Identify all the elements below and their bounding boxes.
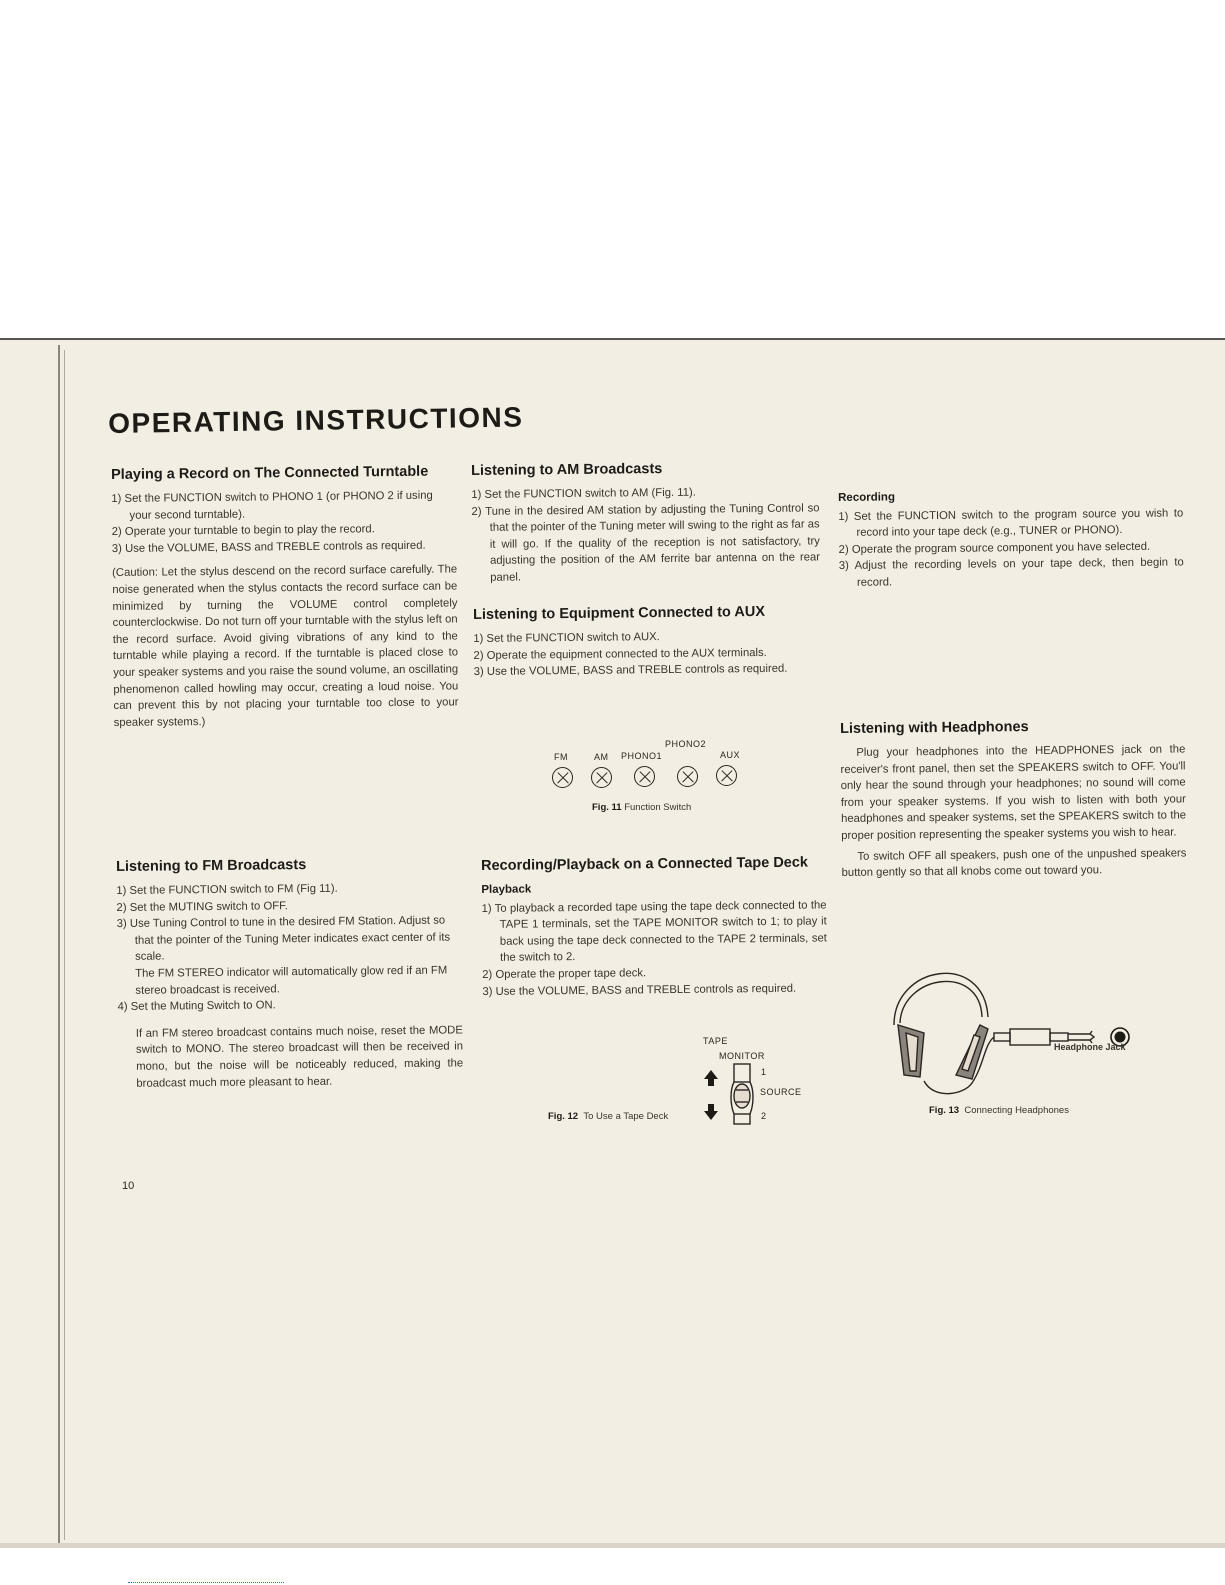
arrow-down-icon xyxy=(704,1104,718,1120)
knob-phono1 xyxy=(634,766,655,787)
headphone-jack-label: Headphone Jack xyxy=(1054,1042,1126,1052)
step: 1) To playback a recorded tape using the tape deck connected to the TAPE 1 terminals, set the TAPE MONITOR switch to 1; to play it back using the tape deck connected to the TAPE 2 terminals, set the switch to 2. xyxy=(481,898,827,965)
fig13-caption xyxy=(929,1105,1069,1116)
page-edge-inner xyxy=(64,350,65,1540)
label-source: SOURCE xyxy=(760,1087,802,1097)
fig12-caption xyxy=(548,1111,668,1122)
knob-phono2 xyxy=(677,766,698,787)
step: 2) Set the MUTING switch to OFF. xyxy=(116,899,288,914)
section-heading: Playing a Record on The Connected Turntable xyxy=(111,463,429,483)
fig12-number: Fig. 12 xyxy=(548,1111,579,1122)
steps-list xyxy=(471,483,820,586)
fig11-caption-text: Function Switch xyxy=(624,802,692,813)
fig12-caption-text: To Use a Tape Deck xyxy=(583,1111,669,1122)
section-tape xyxy=(481,853,827,1000)
step: 1) Set the FUNCTION switch to FM (Fig 11). xyxy=(116,882,338,897)
knob-fm xyxy=(552,767,573,788)
section-heading: Listening with Headphones xyxy=(840,719,1029,737)
label-am: AM xyxy=(594,752,609,762)
fig11-number: Fig. 11 xyxy=(592,802,622,813)
page-bottom-edge xyxy=(0,1543,1225,1548)
section-heading: Recording/Playback on a Connected Tape Deck xyxy=(481,854,809,874)
headphones-drawing xyxy=(884,955,1154,1105)
section-heading: Listening to FM Broadcasts xyxy=(116,857,307,875)
step: 2) Operate your turntable to begin to play the record. xyxy=(111,523,375,539)
step: 1) Set the FUNCTION switch to AUX. xyxy=(473,631,660,645)
step-note: The FM STEREO indicator will automatically glow red if an FM stereo broadcast is received. xyxy=(135,964,448,997)
step: 2) Operate the program source component you have selected. xyxy=(838,540,1151,556)
label-position-2: 2 xyxy=(761,1111,767,1121)
steps-list xyxy=(111,487,457,557)
steps-list xyxy=(838,505,1184,592)
tape-switch-drawing xyxy=(700,1060,760,1130)
steps-list xyxy=(481,897,827,1000)
knob-aux xyxy=(716,765,737,786)
step: 1) Set the FUNCTION switch to the program source you wish to record into your tape deck (e.g., TUNER or PHONO). xyxy=(838,506,1184,539)
label-fm: FM xyxy=(554,752,568,762)
label-tape: TAPE xyxy=(703,1036,728,1046)
section-heading: Listening to Equipment Connected to AUX xyxy=(473,603,766,623)
label-phono2: PHONO2 xyxy=(665,739,707,749)
step: 1) Set the FUNCTION switch to AM (Fig. 11). xyxy=(471,486,696,501)
page-number: 10 xyxy=(122,1180,135,1192)
step: 3) Use the VOLUME, BASS and TREBLE controls as required. xyxy=(482,982,797,998)
fig13-caption-text: Connecting Headphones xyxy=(964,1105,1069,1116)
scan-artifact-line xyxy=(128,1582,284,1583)
step: 3) Use the VOLUME, BASS and TREBLE controls as required. xyxy=(111,539,426,555)
section-turntable xyxy=(111,462,459,731)
label-aux: AUX xyxy=(720,750,741,760)
section-fm xyxy=(116,854,463,1092)
fig13-number: Fig. 13 xyxy=(929,1105,960,1116)
label-position-1: 1 xyxy=(761,1067,767,1077)
page-edge xyxy=(58,345,60,1545)
section-headphones xyxy=(840,716,1187,881)
section-am xyxy=(471,458,820,586)
page-title: OPERATING INSTRUCTIONS xyxy=(108,401,524,439)
section-aux xyxy=(473,602,820,680)
step: 4) Set the Muting Switch to ON. xyxy=(117,999,276,1014)
label-monitor: MONITOR xyxy=(719,1051,765,1061)
steps-list xyxy=(473,627,820,680)
section-recording xyxy=(838,486,1184,591)
step: 2) Operate the proper tape deck. xyxy=(482,967,647,981)
steps-list xyxy=(116,879,462,1015)
headphones-paragraph: Plug your headphones into the HEADPHONES jack on the receiver's front panel, then set the SPEAKERS switch to OFF. You'll only hear the sound through your headphones; no sound will come from your speaker systems. If you wish to listen with both your headphones and speaker systems, set the SPEAKERS switch to the proper position representing the speaker systems you wish to hear. xyxy=(840,743,1187,842)
section-subheading: Playback xyxy=(481,883,532,896)
fig11-caption xyxy=(592,802,691,813)
caution-text: (Caution: Let the stylus descend on the record surface carefully. The noise generated when the stylus contacts the record surface can be minimized by turning the VOLUME control completely counterclockwise. Do not turn off your turntable with the stylus left on the record surface. Avoid giving vibrations of any kind to the turntable while playing a record. If the turntable is placed close to your speaker systems and you raise the sound volume, an oscillating phenomenon called howling may occur, creating a loud noise. You can prevent this by not placing your turntable too close to your speaker systems.) xyxy=(112,563,459,729)
section-heading: Listening to AM Broadcasts xyxy=(471,460,663,479)
headphones-paragraph: To switch OFF all speakers, push one of the unpushed speakers button gently so that all knobs come out toward you. xyxy=(841,846,1187,880)
knob-am xyxy=(591,767,612,788)
headphone-jack-icon xyxy=(1115,1032,1126,1043)
section-heading: Recording xyxy=(838,491,896,504)
step: 2) Tune in the desired AM station by adjusting the Tuning Control so that the pointer of the Tuning meter will swing to the right as far as it will go. If the quality of the reception is not satisfactory, try adjusting the position of the AM ferrite bar antenna on the rear panel. xyxy=(471,501,821,584)
step: 1) Set the FUNCTION switch to PHONO 1 (or PHONO 2 if using your second turntable). xyxy=(111,489,433,522)
step: 3) Use Tuning Control to tune in the desired FM Station. Adjust so that the pointer of the Tuning Meter indicates exact center of its scale. xyxy=(116,914,451,964)
label-phono1: PHONO1 xyxy=(621,751,663,761)
step: 3) Use the VOLUME, BASS and TREBLE controls as required. xyxy=(473,662,788,679)
arrow-up-icon xyxy=(704,1070,718,1086)
step: 3) Adjust the recording levels on your tape deck, then begin to record. xyxy=(838,556,1184,589)
fm-noise-note: If an FM stereo broadcast contains much noise, reset the MODE switch to MONO. The stereo broadcast will then be received in mono, but the noise will be noticeably reduced, making the broadcast much more pleasant to hear. xyxy=(135,1024,464,1090)
step: 2) Operate the equipment connected to the AUX terminals. xyxy=(473,646,767,662)
